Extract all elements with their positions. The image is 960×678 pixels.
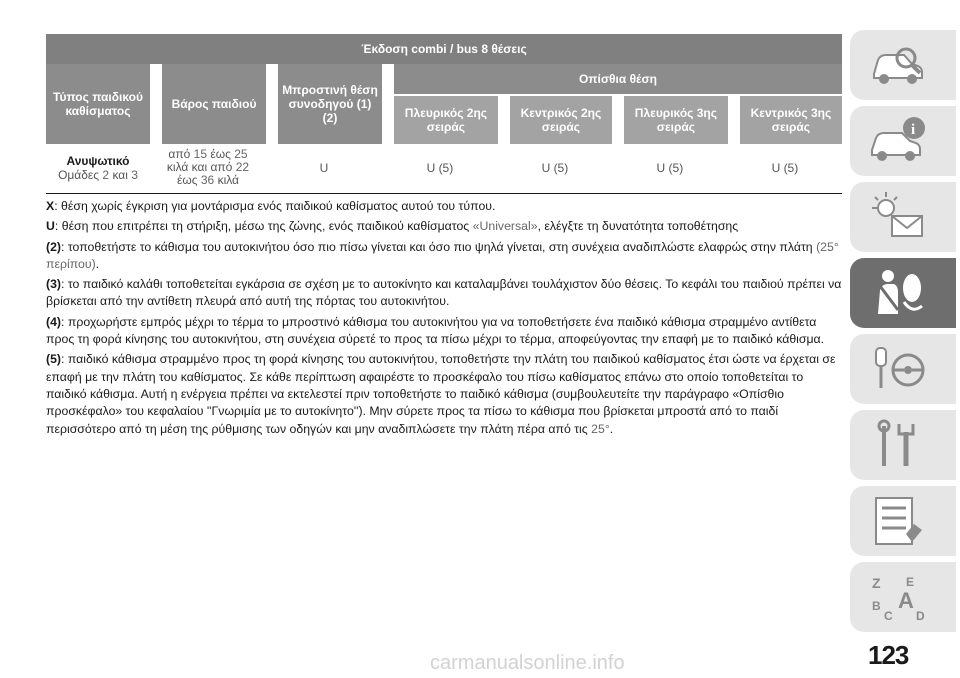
cell-rear: U (5)	[498, 144, 612, 194]
cell-rear: U (5)	[612, 144, 728, 194]
header-rear-col: Πλευρικός 3ης σειράς	[612, 96, 728, 144]
alphabet-index-icon	[868, 570, 928, 624]
note-x: X: θέση χωρίς έγκριση για μοντάρισμα ενός παιδικού καθίσματος αυτού του τύπου.	[46, 199, 496, 213]
note-5: (5): παιδικό κάθισμα στραμμένο προς τη φορά κίνησης του αυτοκινήτου, τοποθετήστε την πλάτη του παιδικού καθίσματος έτσι ώστε να έρχεται σε επαφή με την πλάτη του καθίσματος. Σε κάθε περίπτωση αφαιρέστε το προσκέφαλο του πίσω καθίσματος επάνω στο οποίο τοποθετείται το παιδικό κάθισμα. Αυτή η ενέργεια πρέπει να εκτελεστεί πριν τοποθετήστε το παιδικό κάθισμα (συμβουλευτείτε την παράγραφο «Οπίσθιο προσκέφαλο» του κεφαλαίου ''Γνωριμία με το αυτοκίνητο''). Μην σύρετε προς τα πίσω το κάθισμα που βρίσκεται μπροστά από το παιδί περισσότερο από τη μέση της ρύθμισης των οδηγών και μην αναδιπλώσετε την πλάτη πέρα από τις 25°.	[46, 352, 836, 436]
watermark: carmanualsonline.info	[430, 652, 625, 674]
tab-car-info[interactable]	[850, 106, 956, 176]
seat-type-name: Ανυψωτικό	[66, 153, 130, 168]
tab-wrench-tools[interactable]	[850, 410, 956, 480]
cell-rear: U (5)	[382, 144, 498, 194]
header-rear-col: Κεντρικός 2ης σειράς	[498, 96, 612, 144]
svg-text:A: A	[898, 588, 914, 613]
svg-text:i: i	[911, 122, 916, 138]
tab-car-search[interactable]	[850, 30, 956, 100]
seatbelt-airbag-icon	[868, 266, 928, 320]
header-rear-col: Πλευρικός 2ης σειράς	[382, 96, 498, 144]
svg-text:C: C	[884, 609, 893, 623]
cell-rear: U (5)	[728, 144, 842, 194]
car-search-icon	[868, 38, 928, 92]
header-seat-type: Τύπος παιδικού καθίσματος	[46, 64, 150, 144]
tab-key-steering[interactable]	[850, 334, 956, 404]
note-3: (3): το παιδικό καλάθι τοποθετείται εγκάρσια σε σχέση με το αυτοκίνητο και καταλαμβάνει τουλάχιστον δύο θέσεις. Το κεφάλι του παιδιού πρέπει να βρίσκεται από την αντίθετη πλευρά από αυτή της πόρτας του αυτοκινήτου.	[46, 277, 842, 309]
dashboard-lights-icon	[868, 190, 928, 244]
svg-text:D: D	[916, 609, 925, 623]
note-2: (2): τοποθετήστε το κάθισμα του αυτοκινήτου όσο πιο πίσω γίνεται και όσο πιο ψηλά γίνεται, στη συνέχεια αναδιπλώστε ελαφρώς στην πλάτη (25° περίπου).	[46, 239, 839, 271]
cell-front: U	[266, 144, 382, 194]
svg-text:B: B	[872, 599, 881, 613]
checklist-icon	[868, 494, 928, 548]
tab-seatbelt-airbag[interactable]	[850, 258, 956, 328]
cell-seat-type	[46, 144, 150, 194]
child-seat-table	[46, 34, 842, 194]
header-front-passenger: Μπροστινή θέση συνοδηγού (1) (2)	[266, 64, 382, 144]
table-caption: Έκδοση combi / bus 8 θέσεις	[46, 34, 842, 64]
note-4: (4): προχωρήστε εμπρός μέχρι το τέρμα το μπροστινό κάθισμα του αυτοκινήτου για να τοποθετήσετε ένα παιδικό κάθισμα στραμμένο αντίθετα προς τη φορά κίνησης του αυτοκινήτου, στη συνέχεια σύρετέ το προς τα πίσω μέχρι το τέρμα, αποφεύγοντας την επαφή με το παιδικό κάθισμα.	[46, 314, 825, 347]
cell-weight: από 15 έως 25 κιλά και από 22 έως 36 κιλά	[150, 144, 266, 194]
header-rear-col: Κεντρικός 3ης σειράς	[728, 96, 842, 144]
tab-checklist[interactable]	[850, 486, 956, 556]
wrench-tools-icon	[868, 418, 928, 472]
table-row	[46, 144, 842, 194]
seat-type-groups: Ομάδες 2 και 3	[58, 167, 138, 182]
page-content	[46, 34, 842, 441]
car-info-icon	[868, 114, 928, 168]
header-child-weight: Βάρος παιδιού	[150, 64, 266, 144]
svg-text:E: E	[906, 575, 915, 589]
tab-alphabet-index[interactable]	[850, 562, 956, 632]
svg-text:Z: Z	[872, 575, 881, 591]
page-number: 123	[868, 640, 909, 670]
tab-dashboard-lights[interactable]	[850, 182, 956, 252]
note-u: U: θέση που επιτρέπει τη στήριξη, μέσω της ζώνης, ενός παιδικού καθίσματος «Universal», ελέγξτε τη δυνατότητα τοποθέτησης	[46, 219, 739, 234]
key-steering-icon	[868, 342, 928, 396]
header-rear-seat: Οπίσθια θέση	[382, 64, 842, 96]
notes	[46, 198, 842, 438]
